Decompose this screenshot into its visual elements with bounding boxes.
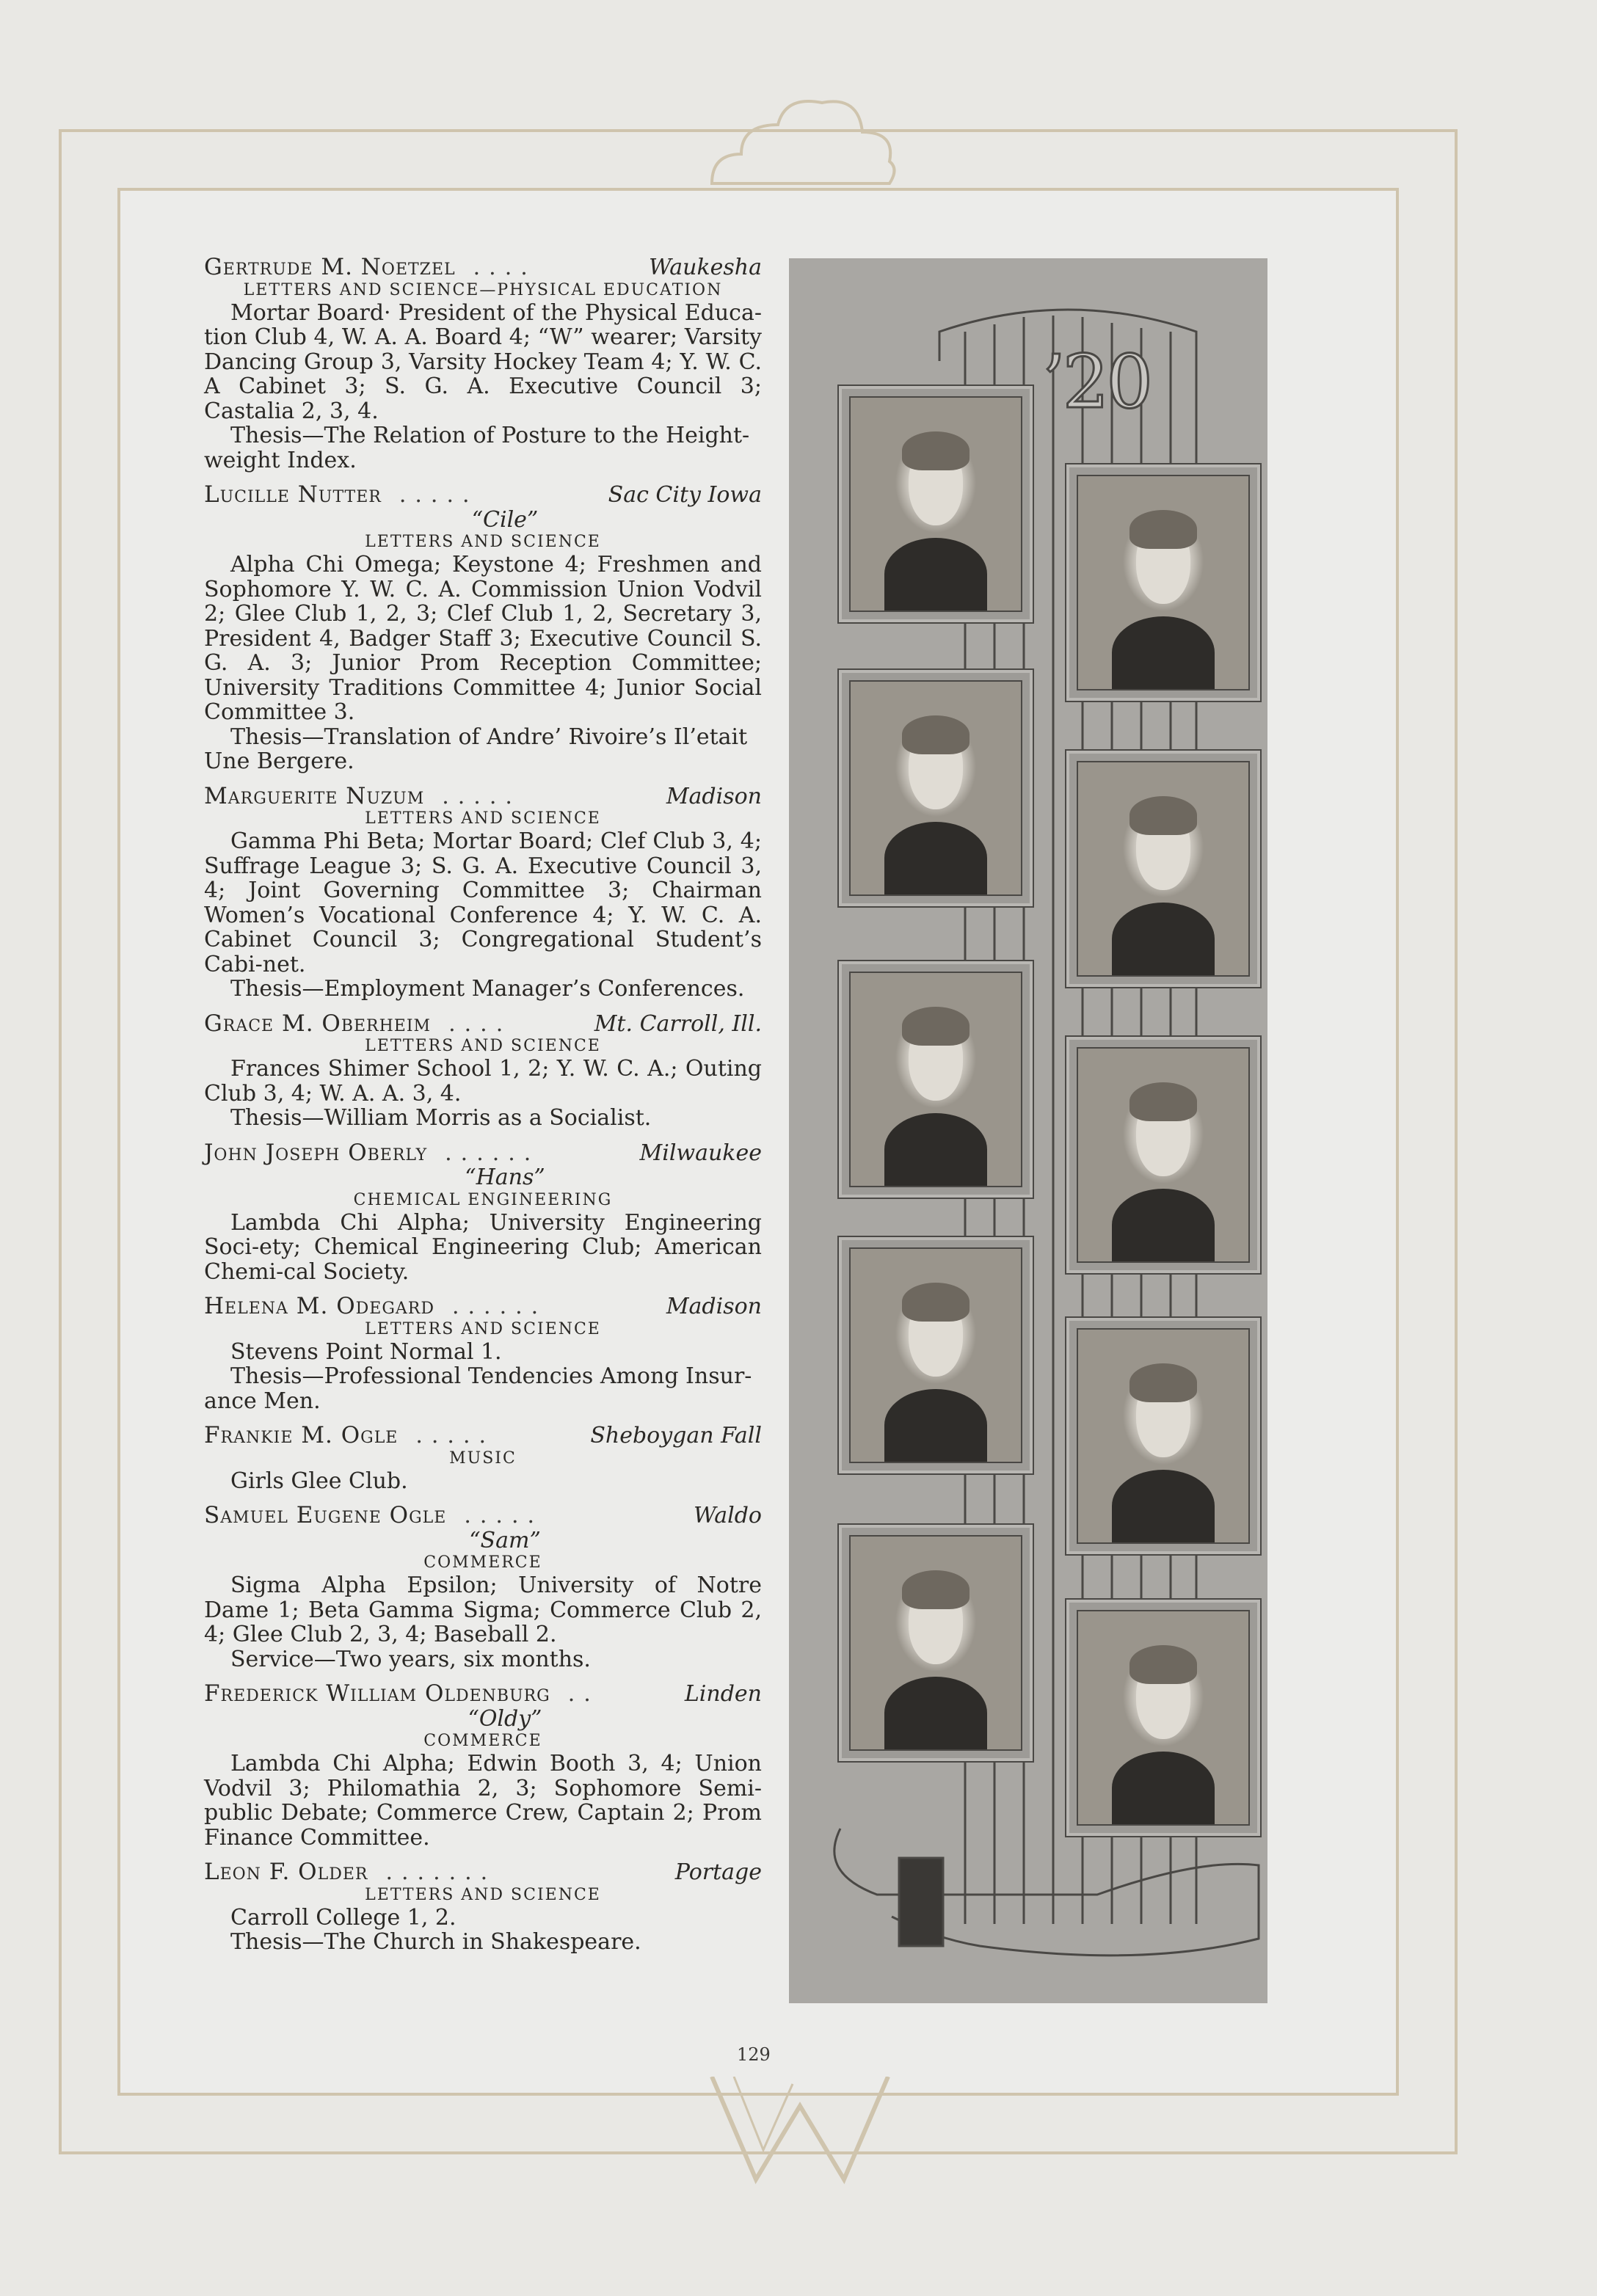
- activities: Lambda Chi Alpha; University Engineering Soci-ety; Chemical Engineering Club; American Chemi-cal Society.: [204, 1209, 762, 1285]
- hometown: Mt. Carroll, Ill.: [594, 1010, 762, 1037]
- hometown: Madison: [666, 1294, 762, 1319]
- entry-oberheim: Grace M. Oberheim .... Mt. Carroll, Ill. LETTERS AND SCIENCE Frances Shimer School 1, 2; Y. W. C. A.; Outing Club 3, 4; W. A. A. 3, 4. Thesis—William Morris as a Socialist.: [204, 1010, 762, 1131]
- hometown: Waldo: [694, 1503, 762, 1528]
- entry-frankie-ogle: Frankie M. Ogle ..... Sheboygan Fall MUSIC Girls Glee Club.: [204, 1422, 762, 1494]
- hometown: Portage: [674, 1859, 762, 1885]
- department: MUSIC: [449, 1448, 517, 1468]
- department: LETTERS AND SCIENCE—PHYSICAL EDUCATION: [243, 280, 723, 299]
- student-name: Lucille Nutter: [204, 481, 382, 508]
- activities: Stevens Point Normal 1.: [230, 1338, 502, 1365]
- activities: Frances Shimer School 1, 2; Y. W. C. A.; Outing Club 3, 4; W. A. A. 3, 4.: [204, 1056, 762, 1107]
- hometown: Milwaukee: [639, 1140, 762, 1166]
- department: LETTERS AND SCIENCE: [365, 1037, 601, 1055]
- portrait-nutter: [1077, 475, 1250, 690]
- student-name: Gertrude M. Noetzel: [204, 254, 456, 280]
- portrait-noetzel: [849, 396, 1022, 612]
- page-number: 129: [737, 2044, 771, 2065]
- activities: Girls Glee Club.: [230, 1468, 408, 1494]
- department: COMMERCE: [423, 1732, 542, 1750]
- student-name: Marguerite Nuzum: [204, 782, 425, 809]
- department: COMMERCE: [423, 1553, 542, 1572]
- nickname: “Hans”: [465, 1165, 545, 1190]
- thesis: Thesis—The Relation of Posture to the Height-weight Index.: [204, 423, 750, 473]
- hometown: Sac City Iowa: [608, 482, 762, 508]
- thesis: Thesis—Professional Tendencies Among Insur-ance Men.: [204, 1363, 752, 1414]
- nickname: “Oldy”: [468, 1705, 542, 1732]
- student-name: Grace M. Oberheim: [204, 1010, 432, 1037]
- thesis: Thesis—The Church in Shakespeare.: [230, 1929, 641, 1955]
- portrait-oberheim: [1077, 761, 1250, 977]
- activities: Gamma Phi Beta; Mortar Board; Clef Club 3, 4; Suffrage League 3; S. G. A. Executive Council 3, 4; Joint Governing Committee 3; Chairman Women’s Vocational Conference 4; Y. W. C. A. Cabinet Council 3; Congregational Student’s Cabi-net.: [204, 828, 762, 977]
- nickname: “Sam”: [469, 1527, 541, 1553]
- department: CHEMICAL ENGINEERING: [353, 1190, 613, 1209]
- activities: Carroll College 1, 2.: [230, 1904, 456, 1931]
- student-name: Frederick William Oldenburg: [204, 1680, 550, 1707]
- thesis: Thesis—Translation of Andre’ Rivoire’s Il’etait Une Bergere.: [204, 724, 748, 774]
- portrait-odegard: [1077, 1047, 1250, 1263]
- department: LETTERS AND SCIENCE: [365, 1319, 601, 1338]
- cloud-ornament: [697, 88, 903, 191]
- biography-column: [204, 255, 762, 1965]
- entry-samuel-ogle: Samuel Eugene Ogle ..... Waldo “Sam” COMMERCE Sigma Alpha Epsilon; University of Notre Dame 1; Beta Gamma Sigma; Commerce Club 2, 4; Glee Club 2, 3, 4; Baseball 2. Service—Two years, six months.: [204, 1502, 762, 1672]
- department: LETTERS AND SCIENCE: [365, 809, 601, 828]
- entry-older: Leon F. Older ....... Portage LETTERS AND SCIENCE Carroll College 1, 2. Thesis—The Church in Shakespeare.: [204, 1859, 762, 1955]
- activities: Mortar Board· President of the Physical Educa-tion Club 4, W. A. A. Board 4; “W” wearer; Varsity Dancing Group 3, Varsity Hockey Team 4; Y. W. C. A Cabinet 3; S. G. A. Executive Council 3; Castalia 2, 3, 4.: [204, 299, 762, 424]
- portrait-oberly: [849, 972, 1022, 1187]
- activities: Sigma Alpha Epsilon; University of Notre Dame 1; Beta Gamma Sigma; Commerce Club 2, 4; Glee Club 2, 3, 4; Baseball 2.: [204, 1572, 762, 1647]
- entry-noetzel: Gertrude M. Noetzel .... Waukesha LETTERS AND SCIENCE—PHYSICAL EDUCATION Mortar Board· President of the Physical Educa-tion Club 4, W. A. A. Board 4; “W” wearer; Varsity Dancing Group 3, Varsity Hockey Team 4; Y. W. C. A Cabinet 3; S. G. A. Executive Council 3; Castalia 2, 3, 4. Thesis—The Relation of Posture to the Height-weight Index.: [204, 254, 762, 473]
- w-ornament: [705, 2077, 895, 2187]
- department: LETTERS AND SCIENCE: [365, 533, 601, 551]
- portrait-oldenburg: [849, 1535, 1022, 1751]
- thesis: Thesis—Employment Manager’s Conferences.: [230, 976, 745, 1002]
- student-name: John Joseph Oberly: [204, 1139, 428, 1166]
- hometown: Linden: [684, 1681, 762, 1707]
- entry-oberly: John Joseph Oberly ...... Milwaukee “Hans” CHEMICAL ENGINEERING Lambda Chi Alpha; University Engineering Soci-ety; Chemical Engineering Club; American Chemi-cal Society.: [204, 1139, 762, 1285]
- student-name: Frankie M. Ogle: [204, 1422, 399, 1448]
- hometown: Madison: [666, 783, 762, 809]
- department: LETTERS AND SCIENCE: [365, 1885, 601, 1904]
- student-name: Leon F. Older: [204, 1859, 368, 1885]
- service-note: Service—Two years, six months.: [230, 1646, 591, 1672]
- activities: Alpha Chi Omega; Keystone 4; Freshmen and Sophomore Y. W. C. A. Commission Union Vodvil 2; Glee Club 1, 2, 3; Clef Club 1, 2, Secretary 3, President 4, Badger Staff 3; Executive Council S. G. A. 3; Junior Prom Reception Committee; University Traditions Committee 4; Junior Social Committee 3.: [204, 552, 762, 725]
- portrait-samuel-ogle: [1077, 1328, 1250, 1544]
- class-year-mark: ’20: [1042, 339, 1151, 425]
- entry-oldenburg: Frederick William Oldenburg .. Linden “Oldy” COMMERCE Lambda Chi Alpha; Edwin Booth 3, 4; Union Vodvil 3; Philomathia 2, 3; Sophomore Semi-public Debate; Commerce Crew, Captain 2; Prom Finance Committee.: [204, 1680, 762, 1851]
- student-name: Helena M. Odegard: [204, 1293, 434, 1319]
- thesis: Thesis—William Morris as a Socialist.: [230, 1105, 652, 1131]
- portrait-frankie-ogle: [849, 1247, 1022, 1463]
- hometown: Waukesha: [649, 255, 762, 280]
- entry-nuzum: Marguerite Nuzum ..... Madison LETTERS AND SCIENCE Gamma Phi Beta; Mortar Board; Clef Club 3, 4; Suffrage League 3; S. G. A. Executive Council 3, 4; Joint Governing Committee 3; Chairman Women’s Vocational Conference 4; Y. W. C. A. Cabinet Council 3; Congregational Student’s Cabi-net. Thesis—Employment Manager’s Conferences.: [204, 782, 762, 1002]
- entry-nutter: Lucille Nutter ..... Sac City Iowa “Cile” LETTERS AND SCIENCE Alpha Chi Omega; Keystone 4; Freshmen and Sophomore Y. W. C. A. Commission Union Vodvil 2; Glee Club 1, 2, 3; Clef Club 1, 2, Secretary 3, President 4, Badger Staff 3; Executive Council S. G. A. 3; Junior Prom Reception Committee; University Traditions Committee 4; Junior Social Committee 3. Thesis—Translation of Andre’ Rivoire’s Il’etait Une Bergere.: [204, 481, 762, 774]
- activities: Lambda Chi Alpha; Edwin Booth 3, 4; Union Vodvil 3; Philomathia 2, 3; Sophomore Semi-public Debate; Commerce Crew, Captain 2; Prom Finance Committee.: [204, 1751, 762, 1851]
- portrait-older: [1077, 1610, 1250, 1826]
- student-name: Samuel Eugene Ogle: [204, 1502, 447, 1528]
- entry-odegard: Helena M. Odegard ...... Madison LETTERS AND SCIENCE Stevens Point Normal 1. Thesis—Professional Tendencies Among Insur-ance Men.: [204, 1293, 762, 1414]
- portrait-nuzum: [849, 680, 1022, 896]
- portrait-panel: [789, 258, 1267, 2003]
- nickname: “Cile”: [471, 506, 539, 533]
- hometown: Sheboygan Fall: [590, 1423, 762, 1448]
